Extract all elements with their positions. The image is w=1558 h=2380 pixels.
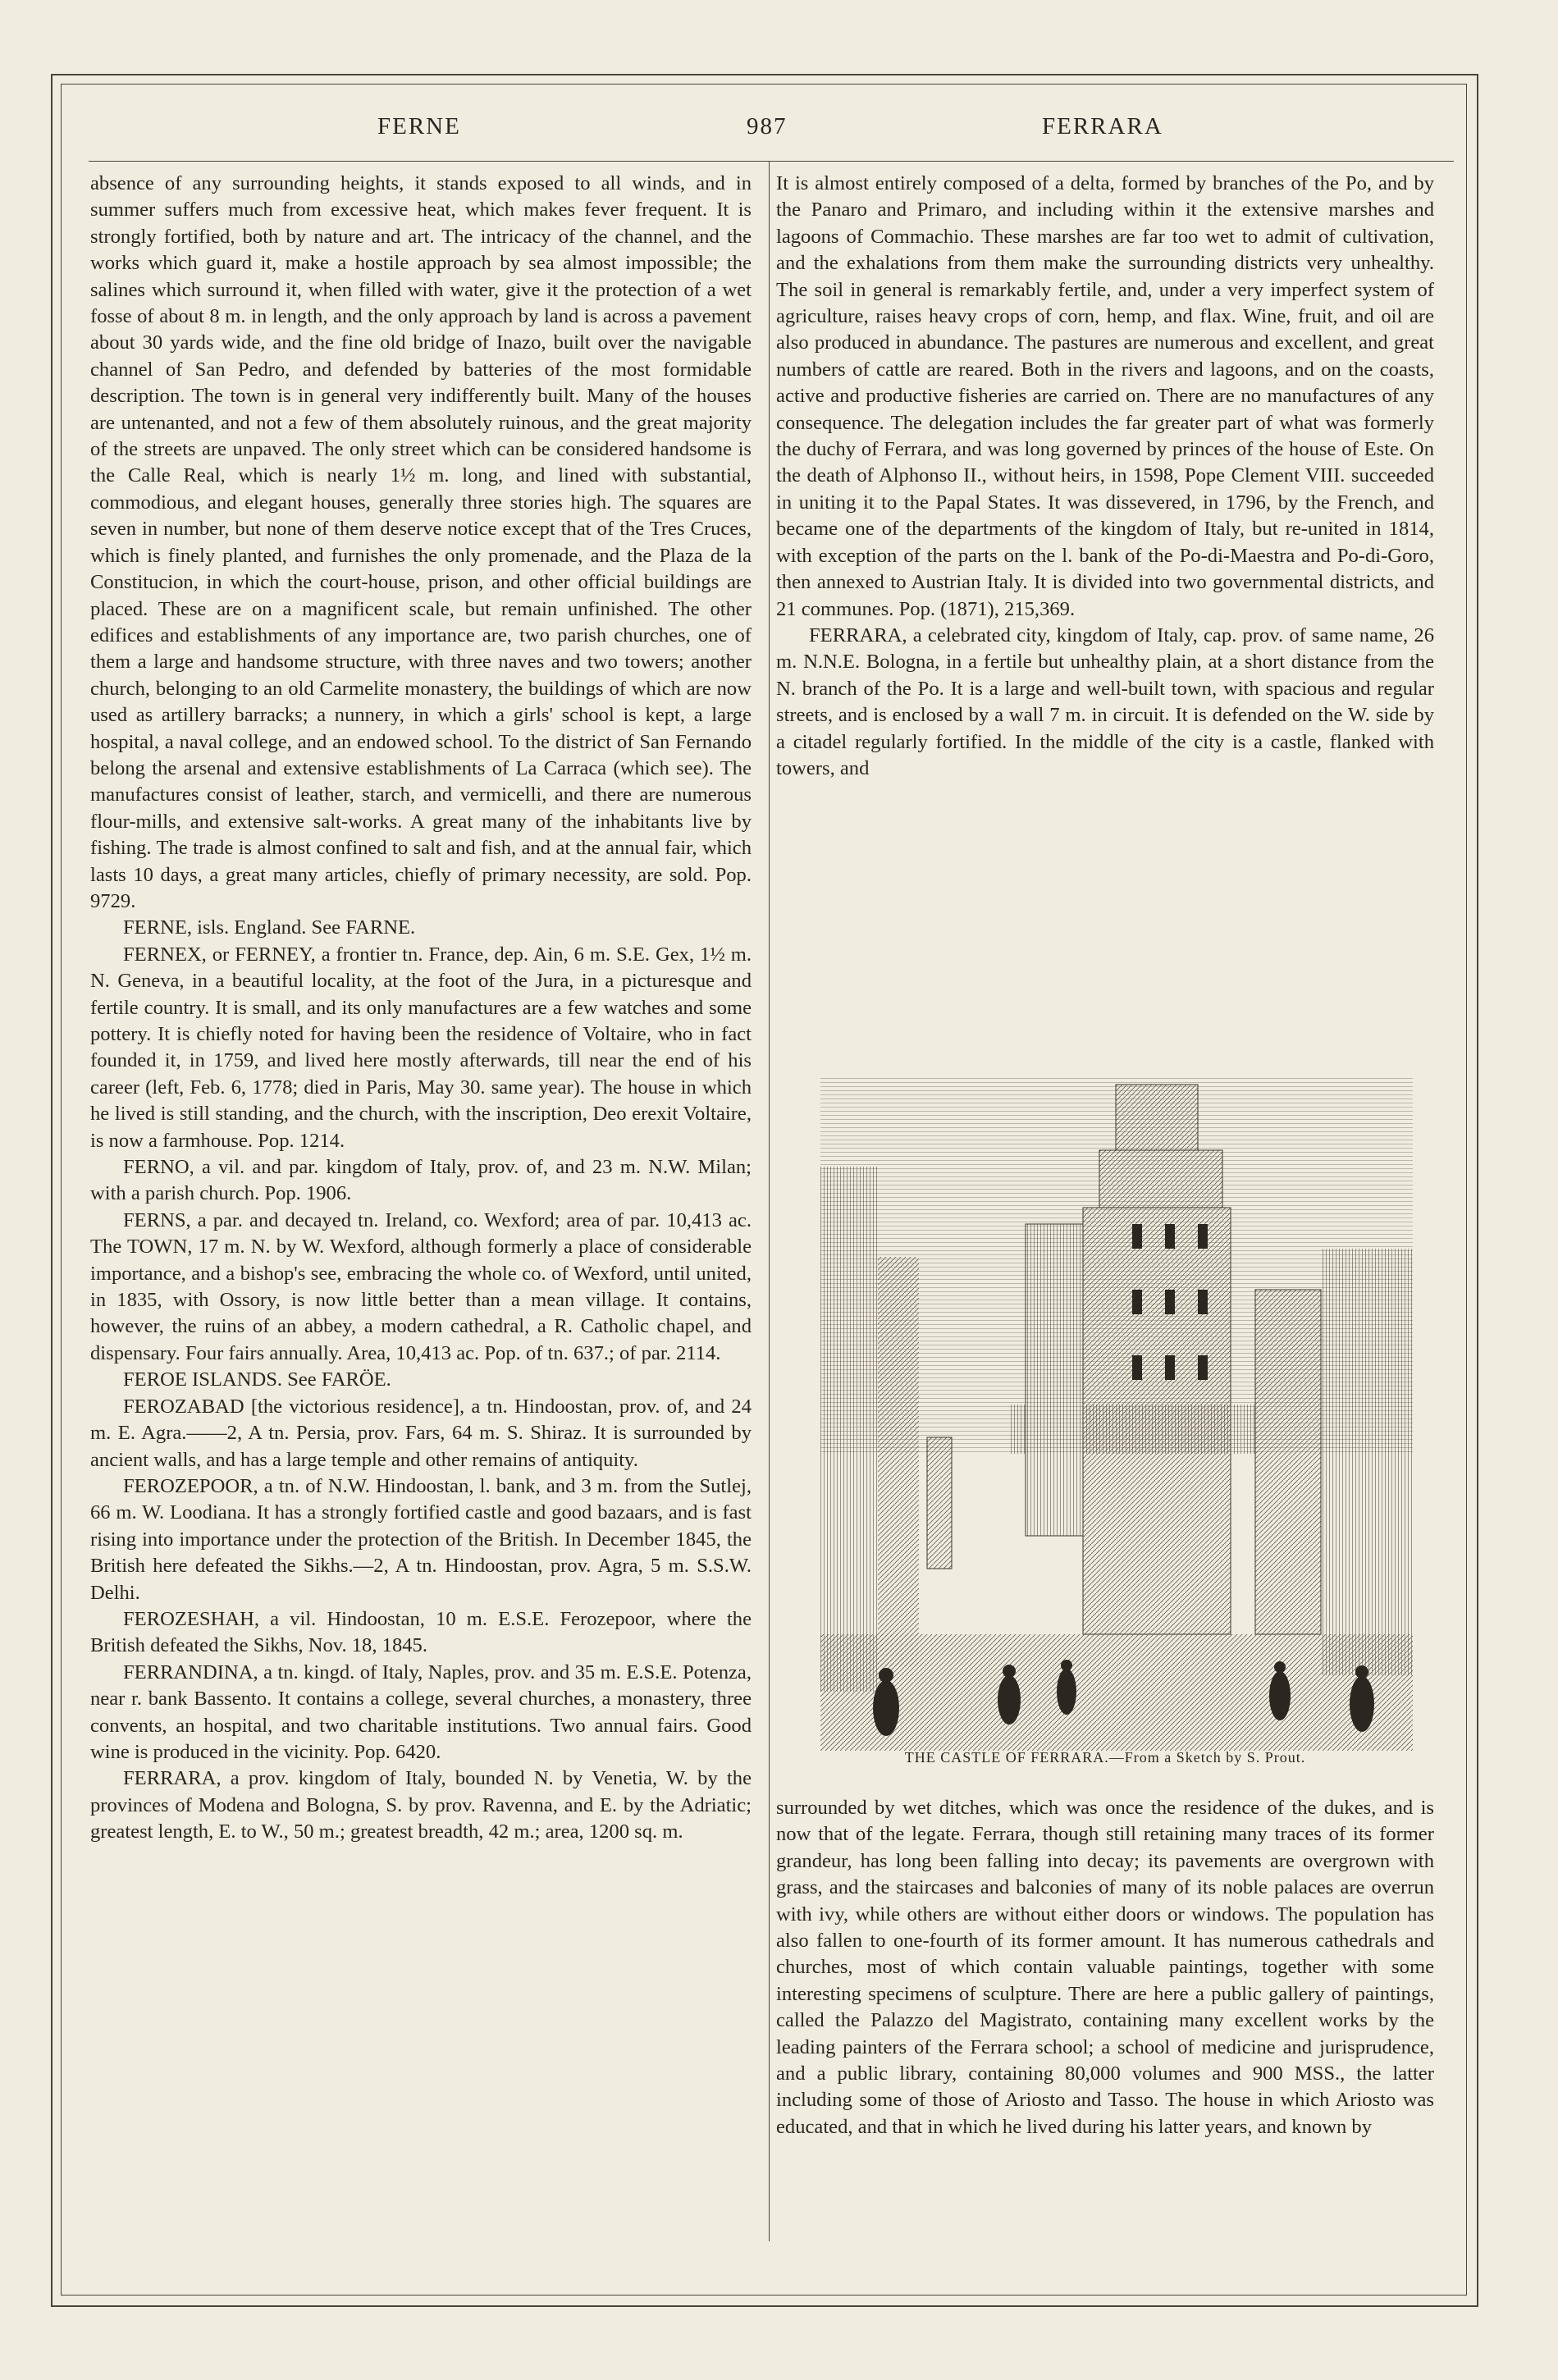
entry-fernex: FERNEX, or FERNEY, a frontier tn. France, dep. Ain, 6 m. S.E. Gex, 1½ m. N. Geneva, in a beautiful locality, at the foot of the Jura, in a picturesque and fertile country. It is small, and its only manufactures are a few watches and some pottery. It is chiefly noted for having been the residence of Voltaire, who in fact founded it, in 1759, and lived here mostly afterwards, till near the end of his career (left, Feb. 6, 1778; died in Paris, May 30. same year). The house in which he lived is still standing, and the church, with the inscription, Deo erexit Voltaire, is now a farmhouse. Pop. 1214. bbox=[90, 943, 752, 1152]
entry-paragraph: absence of any surrounding heights, it stands exposed to all winds, and in summer suffers much from excessive heat, which makes fever frequent. It is strongly fortified, both by nature and art. The intricacy of the channel, and the works which guard it, make a hostile approach by sea almost impossible; the salines which surround it, when filled with water, give it the protection of a wet fosse of about 8 m. in length, and the only approach by land is across a pavement about 30 yards wide, and the fine old bridge of Inazo, built over the navigable channel of San Pedro, and defended by batteries of the most formidable description. The town is in general very indifferently built. Many of the houses are untenanted, and not a few of them absolutely ruinous, and the great majority of the streets are unpaved. The only street which can be considered handsome is the Calle Real, which is nearly 1½ m. long, and lined with substantial, commodious, and elegant houses, generally three stories high. The squares are seven in number, but none of them deserve notice except that of the Tres Cruces, which is finely planted, and furnishes the only promenade, and the Plaza de la Constitucion, in which the court-house, prison, and other official buildings are placed. These are on a magnificent scale, but remain unfinished. The other edifices and establishments of any importance are, two parish churches, one of them a large and handsome structure, with three naves and two towers; another church, belonging to an old Carmelite monastery, the buildings of which are now used as artillery barracks; a nunnery, in which a girls' school is kept, a large hospital, a naval college, and an endowed school. To the district of San Fernando belong the arsenal and extensive establishments of La Carraca (which see). The manufactures consist of leather, starch, and vermicelli, and there are numerous flour-mills, and extensive salt-works. A great many of the inhabitants live by fishing. The trade is almost confined to salt and fish, and at the annual fair, which lasts 10 days, a great many articles, chiefly of primary necessity, are sold. Pop. 9729. bbox=[90, 172, 752, 912]
header-right-word: FERRARA bbox=[1042, 113, 1163, 139]
header-left-word: FERNE bbox=[377, 113, 461, 139]
castle-engraving-icon bbox=[820, 978, 1413, 1751]
entry-ferno: FERNO, a vil. and par. kingdom of Italy, prov. of, and 23 m. N.W. Milan; with a parish church. Pop. 1906. bbox=[90, 1156, 752, 1205]
column-divider bbox=[769, 161, 770, 2241]
entry-ferrara-prov: FERRARA, a prov. kingdom of Italy, bounded N. by Venetia, W. by the provinces of Modena and Bologna, S. by prov. Ravenna, and E. by the Adriatic; greatest length, E. to W., 50 m.; greatest breadth, 42 m.; area, 1200 sq. m. bbox=[90, 1767, 752, 1843]
right-column-top bbox=[776, 171, 1434, 782]
page-number: 987 bbox=[747, 113, 788, 139]
entry-ferozepoor: FEROZEPOOR, a tn. of N.W. Hindoostan, l. bank, and 3 m. from the Sutlej, 66 m. W. Loodiana. It has a strongly fortified castle and good bazaars, and is fast rising into importance under the protection of the British. In December 1845, the British here defeated the Sikhs.—2, A tn. Hindoostan, prov. Agra, 5 m. S.S.W. Delhi. bbox=[90, 1474, 752, 1604]
entry-ferozeshah: FEROZESHAH, a vil. Hindoostan, 10 m. E.S.E. Ferozepoor, where the British defeated the Sikhs, Nov. 18, 1845. bbox=[90, 1607, 752, 1657]
entry-ferozabad: FEROZABAD [the victorious residence], a tn. Hindoostan, prov. of, and 24 m. E. Agra.——2, A tn. Persia, prov. Fars, 64 m. S. Shiraz. It is surrounded by ancient walls, and has a large temple and other remains of antiquity. bbox=[90, 1395, 752, 1471]
entry-ferns: FERNS, a par. and decayed tn. Ireland, co. Wexford; area of par. 10,413 ac. The TOWN, 17 m. N. by W. Wexford, although formerly a place of considerable importance, and a bishop's see, embracing the whole co. of Wexford, until united, in 1835, with Ossory, is now little better than a mean village. It contains, however, the ruins of an abbey, a modern cathedral, a R. Catholic chapel, and dispensary. Four fairs annually. Area, 10,413 ac. Pop. of tn. 637.; of par. 2114. bbox=[90, 1208, 752, 1364]
header-rule bbox=[89, 161, 1454, 162]
running-header bbox=[98, 113, 1444, 162]
illustration-caption: THE CASTLE OF FERRARA.—From a Sketch by S. Prout. bbox=[904, 1749, 1306, 1766]
entry-ferrandina: FERRANDINA, a tn. kingd. of Italy, Naples, prov. and 35 m. E.S.E. Potenza, near r. bank Bassento. It contains a college, several churches, a monastery, three convents, an hospital, and two charitable institutions. Two annual fairs. Good wine is produced in the vicinity. Pop. 6420. bbox=[90, 1661, 752, 1763]
entry-ferne: FERNE, isls. England. See FARNE. bbox=[123, 916, 416, 939]
entry-ferrara-city: FERRARA, a celebrated city, kingdom of Italy, cap. prov. of same name, 26 m. N.N.E. Bologna, in a fertile but unhealthy plain, at a short distance from the N. branch of the Po. It is a large and well-built town, with spacious and regular streets, and is enclosed by a wall 7 m. in circuit. It is defended on the W. side by a citadel regularly fortified. In the middle of the city is a castle, flanked with towers, and bbox=[776, 624, 1434, 779]
entry-ferrara-prov-cont: It is almost entirely composed of a delta, formed by branches of the Po, and by the Panaro and Primaro, and including within it the extensive marshes and lagoons of Commachio. These marshes are far too wet to admit of cultivation, and the exhalations from them make the surrounding districts very unhealthy. The soil in general is remarkably fertile, and, under a very imperfect system of agriculture, raises heavy crops of corn, hemp, and flax. Wine, fruit, and oil are also produced in abundance. The pastures are numerous and excellent, and great numbers of cattle are reared. Both in the rivers and lagoons, and on the coasts, active and productive fisheries are carried on. There are no manufactures of any consequence. The delegation includes the far greater part of what was formerly the duchy of Ferrara, and was long governed by princes of the house of Este. On the death of Alphonso II., without heirs, in 1598, Pope Clement VIII. succeeded in uniting it to the Papal States. It was dissevered, in 1796, by the French, and became one of the departments of the kingdom of Italy, but re-united in 1814, with exception of the parts on the l. bank of the Po-di-Maestra and Po-di-Goro, then annexed to Austrian Italy. It is divided into two governmental districts, and 21 communes. Pop. (1871), 215,369. bbox=[776, 172, 1434, 620]
entry-ferrara-city-cont: surrounded by wet ditches, which was once the residence of the dukes, and is now that of the legate. Ferrara, though still retaining many traces of its former grandeur, has long been falling into decay; its pavements are overgrown with grass, and the staircases and balconies of many of its noble palaces are overrun with ivy, while others are without either doors or windows. The population has also fallen to one-fourth of its former amount. It has numerous cathedrals and churches, most of which contain valuable paintings, together with some interesting specimens of sculpture. There are here a public gallery of paintings, called the Palazzo del Magistrato, containing many excellent works by the leading painters of the Ferrara school; a school of medicine and jurisprudence, and a public library, containing 80,000 volumes and 900 MSS., the latter including some of those of Ariosto and Tasso. The house in which Ariosto was educated, and that in which he lived during his latter years, and known by bbox=[776, 1797, 1434, 2138]
right-column-bottom bbox=[776, 1795, 1434, 2140]
entry-feroe-islands: FEROE ISLANDS. See FARÖE. bbox=[123, 1368, 391, 1391]
left-column bbox=[90, 171, 752, 1846]
